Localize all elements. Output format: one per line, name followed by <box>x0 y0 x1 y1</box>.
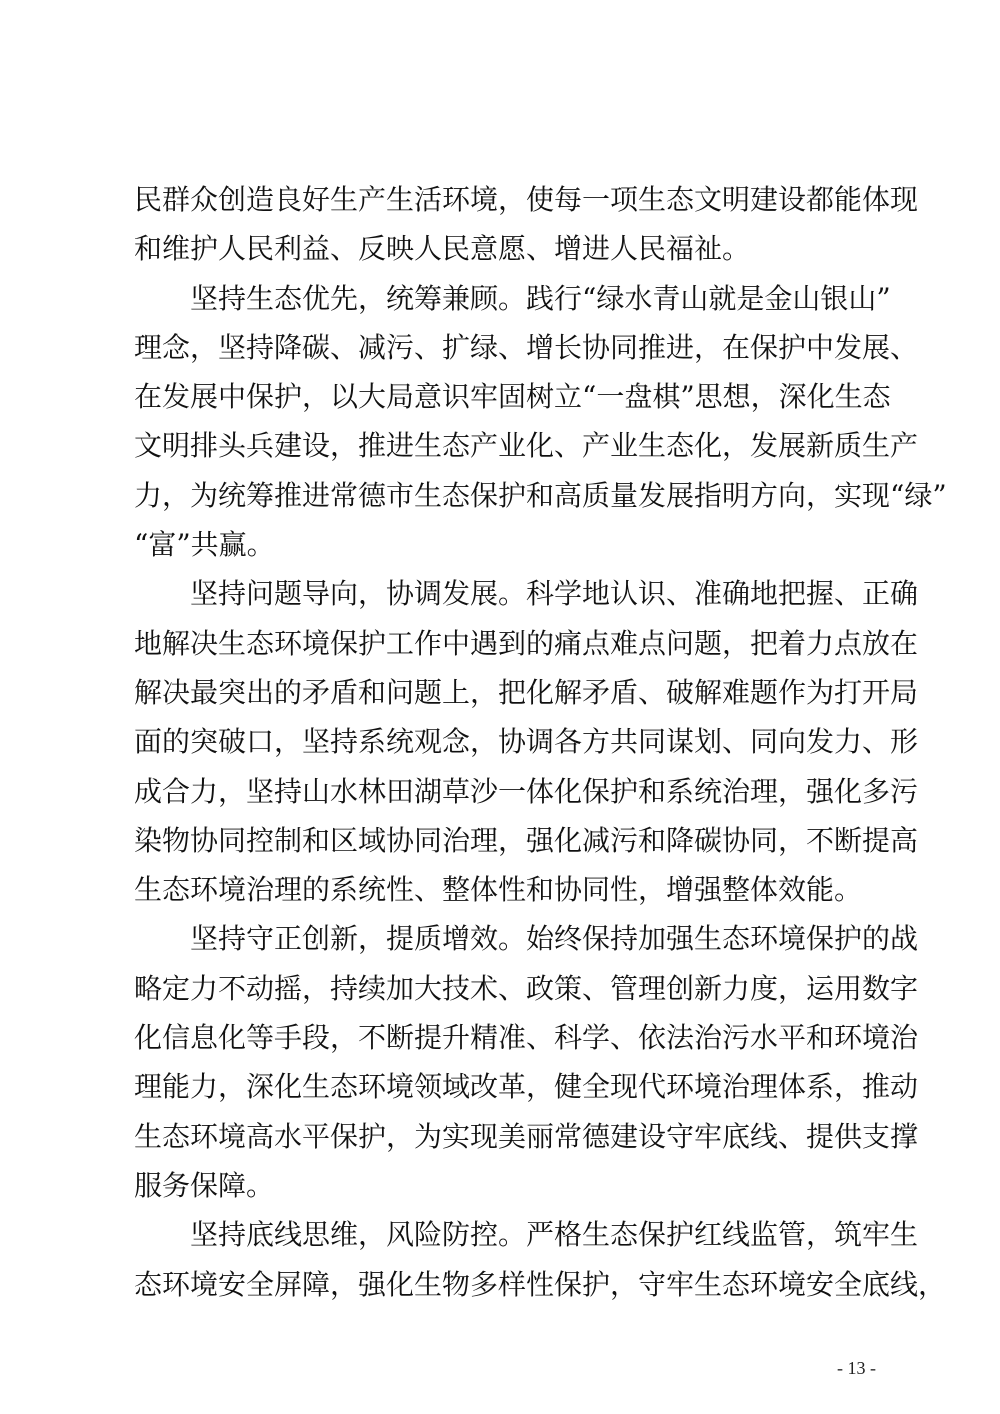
text-line: 民群众创造良好生产生活环境，使每一项生态文明建设都能体现 <box>134 183 919 216</box>
text-line: 解决最突出的矛盾和问题上，把化解矛盾、破解难题作为打开局 <box>134 675 919 709</box>
body-text <box>134 175 947 1309</box>
paragraph-start-line: 坚持生态优先，统筹兼顾。践行“绿水青山就是金山银山” <box>190 281 891 315</box>
text-line: 生态环境治理的系统性、整体性和协同性，增强整体效能。 <box>134 873 863 907</box>
text-line: “富”共赢。 <box>134 528 275 562</box>
text-line: 生态环境高水平保护，为实现美丽常德建设守牢底线、提供支撑 <box>134 1119 919 1153</box>
paragraph-start-line: 坚持问题导向，协调发展。科学地认识、准确地把握、正确 <box>190 577 919 611</box>
text-line: 面的突破口，坚持系统观念，协调各方共同谋划、同向发力、形 <box>134 725 919 759</box>
text-line: 染物协同控制和区域协同治理，强化减污和降碳协同，不断提高 <box>134 823 919 857</box>
text-line: 理能力，深化生态环境领域改革，健全现代环境治理体系，推动 <box>134 1070 919 1104</box>
text-line: 和维护人民利益、反映人民意愿、增进人民福祉。 <box>134 232 751 266</box>
text-line: 成合力，坚持山水林田湖草沙一体化保护和系统治理，强化多污 <box>134 774 919 808</box>
text-line: 服务保障。 <box>134 1168 275 1202</box>
text-line: 理念，坚持降碳、减污、扩绿、增长协同推进，在保护中发展、 <box>134 330 919 364</box>
text-line: 在发展中保护，以大局意识牢固树立“一盘棋”思想，深化生态 <box>134 380 891 414</box>
text-line: 地解决生态环境保护工作中遇到的痛点难点问题，把着力点放在 <box>134 626 919 660</box>
text-line: 化信息化等手段，不断提升精准、科学、依法治污水平和环境治 <box>134 1021 919 1055</box>
page-number: - 13 - <box>837 1358 876 1378</box>
paragraph-start-line: 坚持底线思维，风险防控。严格生态保护红线监管，筑牢生 <box>190 1218 919 1252</box>
text-line: 文明排头兵建设，推进生态产业化、产业生态化，发展新质生产 <box>134 429 919 463</box>
text-line: 力，为统筹推进常德市生态保护和高质量发展指明方向，实现“绿” <box>134 478 947 512</box>
text-line: 态环境安全屏障，强化生物多样性保护，守牢生态环境安全底线， <box>134 1267 947 1301</box>
paragraph-start-line: 坚持守正创新，提质增效。始终保持加强生态环境保护的战 <box>190 922 919 956</box>
text-line: 略定力不动摇，持续加大技术、政策、管理创新力度，运用数字 <box>134 971 919 1005</box>
